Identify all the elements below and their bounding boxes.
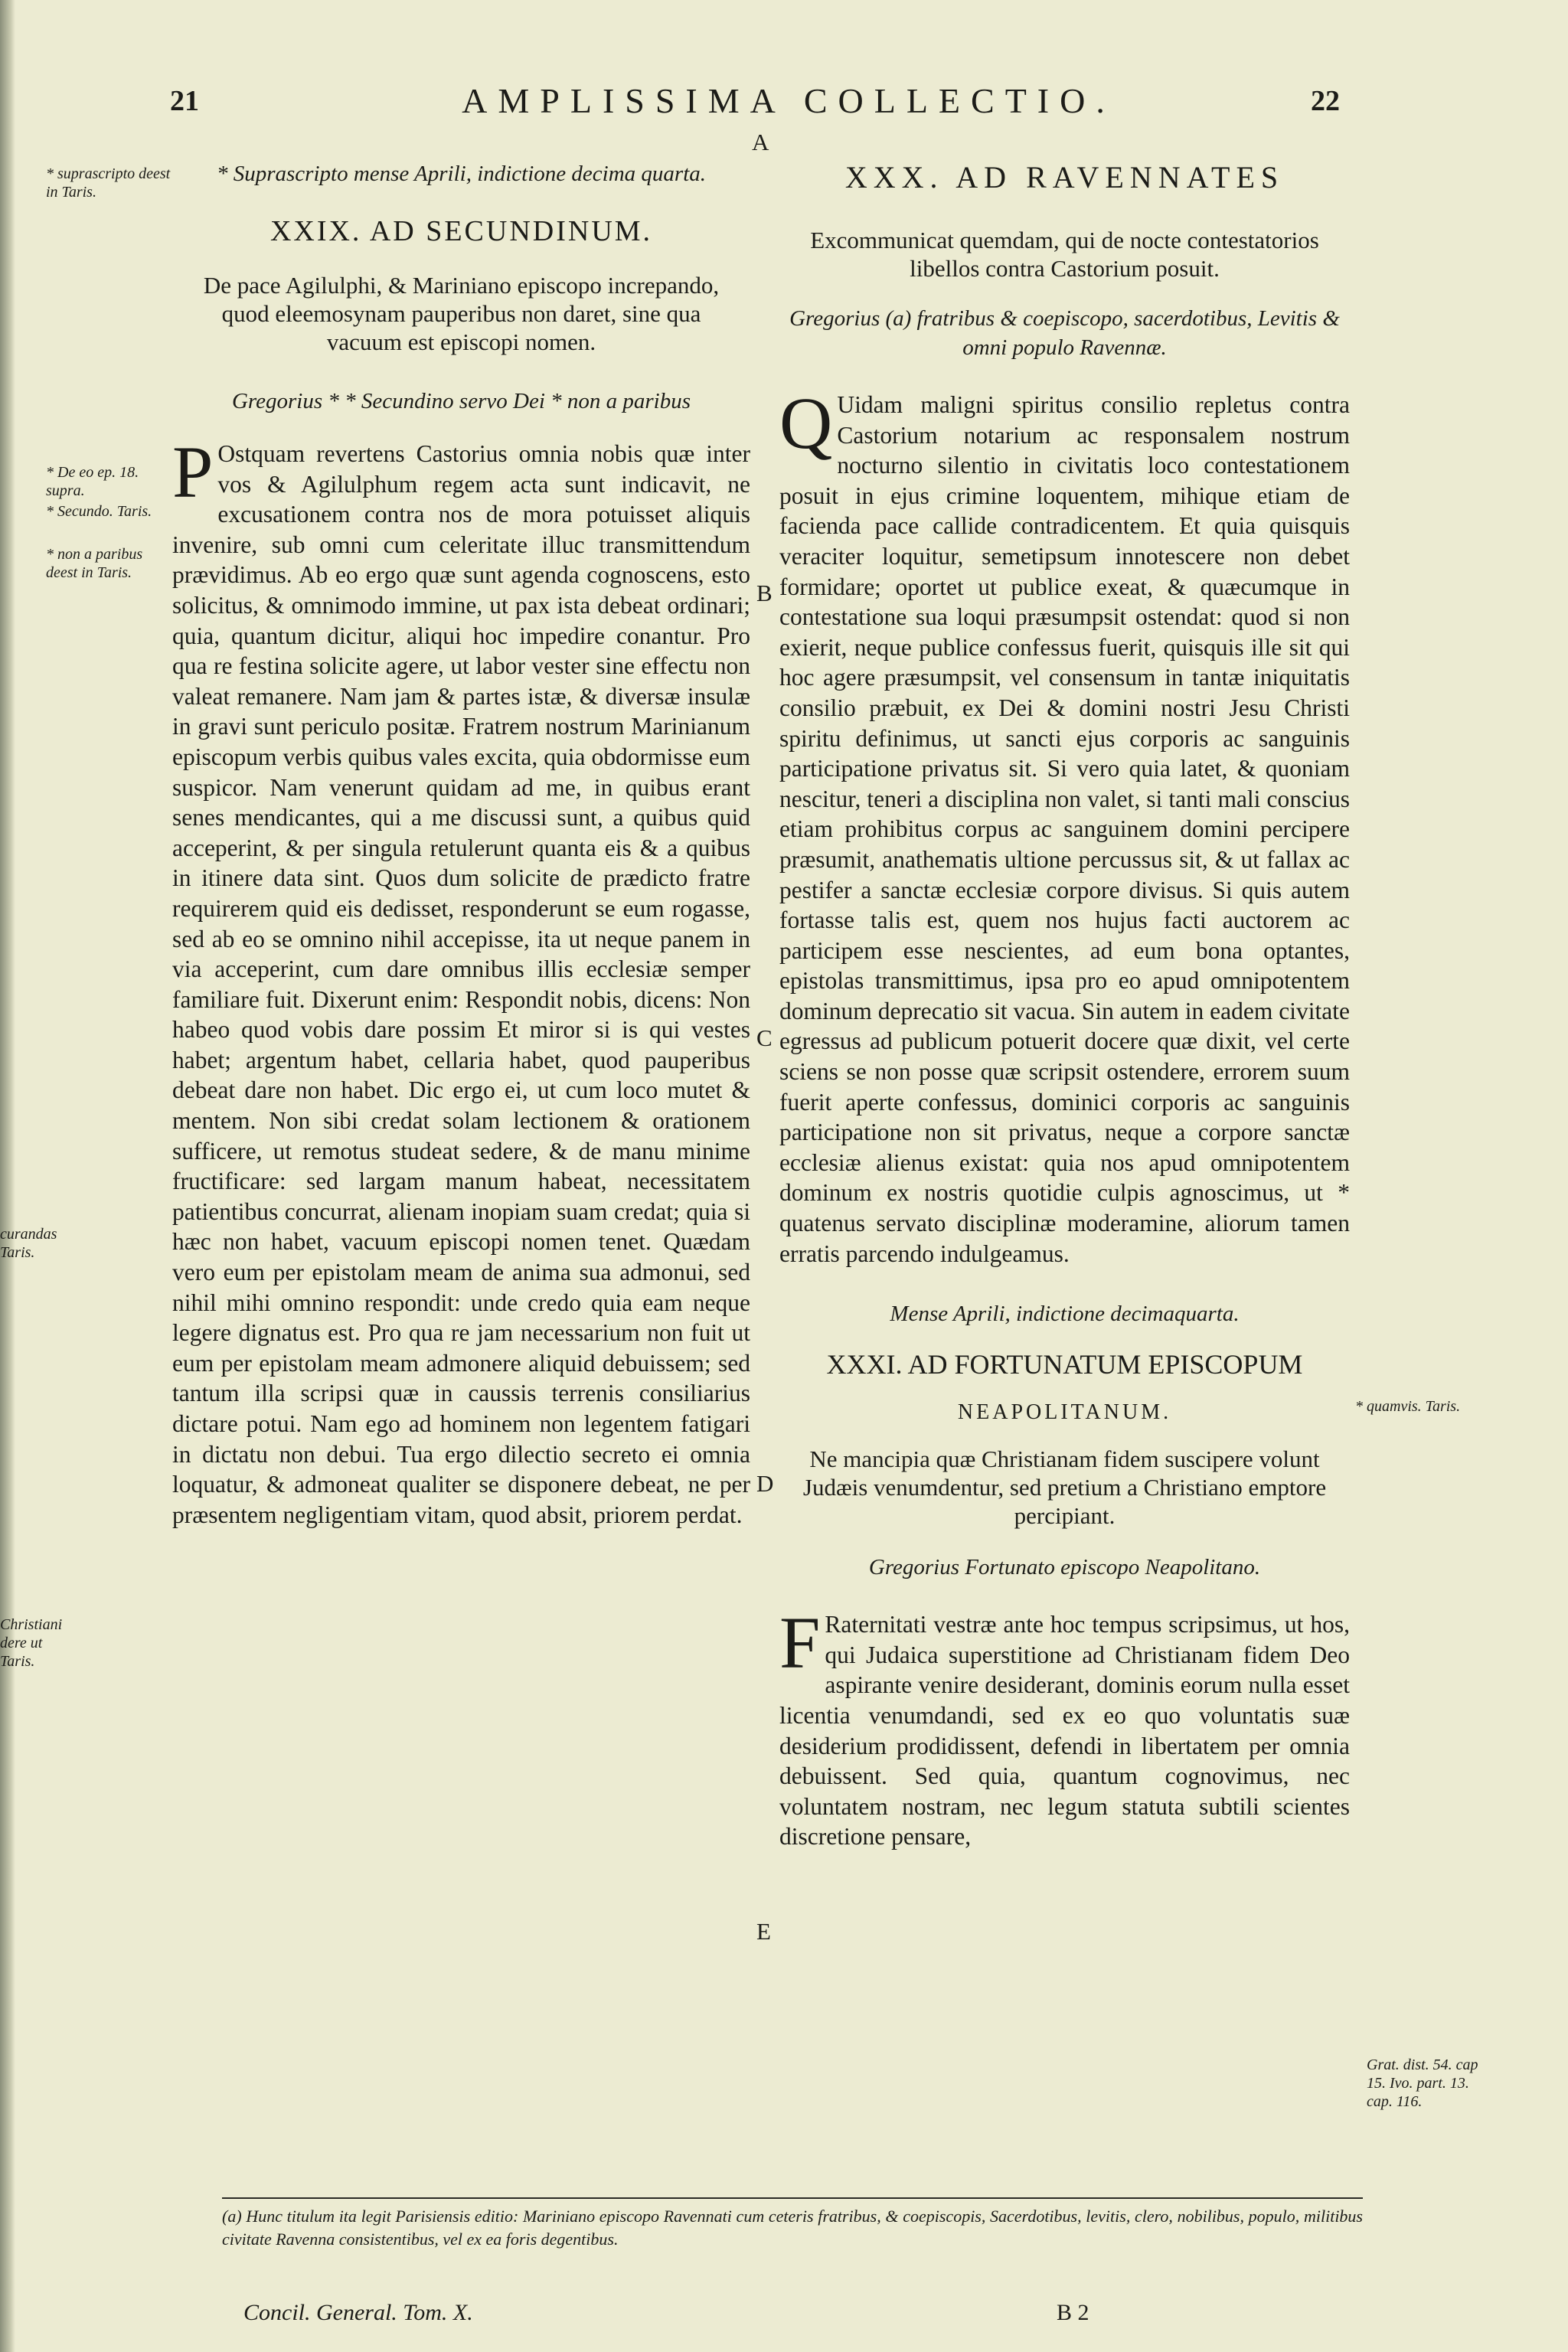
margin-note: Christiani dere ut Taris. [0, 1616, 63, 1670]
margin-note: * Secundo. Taris. [46, 503, 152, 520]
left-column [172, 159, 750, 1530]
page-number-left: 21 [170, 85, 199, 117]
dateline: Mense Aprili, indictione decimaquarta. [890, 1302, 1240, 1327]
drop-cap: Q [779, 382, 833, 464]
drop-cap: F [779, 1602, 821, 1684]
letter-title: XXXI. AD FORTUNATUM EPISCOPUM [826, 1349, 1303, 1380]
margin-note: * non a paribus deest in Taris. [46, 546, 143, 581]
salutation: Gregorius * * Secundino servo Dei * non a paribus [231, 389, 691, 413]
margin-note: * quamvis. Taris. [1355, 1398, 1461, 1415]
letter-summary: Ne mancipia quæ Christianam fidem suscipere volunt Judæis venumdentur, sed pretium a Christiano emptore percipiant. [802, 1446, 1327, 1530]
letter-summary: De pace Agilulphi, & Mariniano episcopo increpando, quod eleemosynam pauperibus non daret, sine qua vacuum est episcopi nomen. [203, 272, 720, 355]
letter-body [779, 382, 1350, 1269]
page-edge [0, 0, 15, 2352]
section-letter-d: D [756, 1470, 774, 1497]
right-column [779, 159, 1350, 1852]
body-text: Uidam maligni spiritus consilio repletus contra Castorium notarium ac responsalem nostrum nocturno silentio in civitatis loco contestationem posuit in ejus crimine loquentem, mihique etiam de facienda pace callide contradicentem. Et quia quisquis veraciter loquitur, semetipsum innotescere non debet formidare; oportet ut publice exeat, & quæcumque in contestatione sua loqui præsumpsit ostendat: quod si non exierit, neque publice confessus fuerit, quisquis ille sit qui hoc agere præsumpsit, vel consensum in tantæ iniquitatis consilio præbuit, ex Dei & domini nostri Jesu Christi spiritu definimus, ut sancti ejus corporis ac sanguinis participatione privatus sit. Si vero quia latet, & quoniam nescitur, teneri a disciplina non valet, si tanti mali conscius etiam prohibitus corpus ac sanguinem domini percipere præsumit, anathematis ultione percussus sit, & ut fallax ac pestifer a sanctæ ecclesiæ corpore divisus. Si quis autem fortasse talis est, quem nos hujus facti auctorem ac participem esse nescientes, ad eum bona optantes, epistolas transmittimus, ipsa pro eo apud omnipotentem dominum deprecatio sit vacua. Sin autem in eadem civitate egressus ad publicum potuerit docere quæ dixit, vel certe sciens se non posse quæ scripsit ostendere, errorem suum fuerit aperte confessus, dominici corporis ac sanguinis participatione non sit privatus, neque a corpore sanctæ ecclesiæ alienus existat: quia nos apud omnipotentem dominum ex nostris quotidie culpis agnoscimus, ut * quatenus servato disciplinæ moderamine, aliorum tamen erratis parcendo indulgeamus. [779, 391, 1350, 1267]
section-letter-e: E [756, 1918, 771, 1945]
margin-note: Grat. dist. 54. cap 15. Ivo. part. 13. cap. 116. [1367, 2056, 1478, 2110]
margin-note: curandas Taris. [0, 1226, 57, 1261]
letter-body [172, 431, 750, 1530]
dateline: * Suprascripto mense Aprili, indictione decima quarta. [216, 162, 707, 186]
footnote: (a) Hunc titulum ita legit Parisiensis editio: Mariniano episcopo Ravennati cum ceteris fratribus, & coepiscopis, Sacerdotibus, levitis, clero, nobilibus, populo, militibus civitate Ravenna consistentibus, vel ex ea foris degentibus. [222, 2207, 1363, 2249]
salutation: Gregorius Fortunato episcopo Neapolitano. [868, 1555, 1261, 1580]
body-text: Ostquam revertens Castorius omnia nobis quæ inter vos & Agilulphum regem acta sunt indicavit, ne excusationem contra nos de mora potuisset aliquis invenire, sub omni cum celeritate illuc transmittendum prævidimus. Ab eo ergo quæ sunt agenda cognoscens, esto solicitus, & omnimodo immine, ut pax ista debeat ordinari; quia, quantum dicitur, aliqui hoc impedire conantur. Pro qua re festina solicite agere, ut labor vester sine effectu non valeat remanere. Nam jam & partes istæ, & diversæ insulæ in gravi sunt periculo positæ. Fratrem nostrum Marinianum episcopum verbis quibus vales excita, quia obdormisse eum suspicor. Nam venerunt quidam ad me, in quibus erant senes mendicantes, qui a me discussi sunt, a quibus quid acceperint, & per singula retulerunt quanta eis & a quibus in itinere data sint. Quos dum solicite de prædicto fratre requirerem quid eis dedisset, responderunt se eum rogasse, sed ab eo se omnino nihil accepisse, ita ut neque panem in via acceperint, cum dare omnibus illis ecclesiæ semper familiare fuit. Dixerunt enim: Respondit nobis, dicens: Non habeo quod vobis dare possim Et miror si is qui vestes habet; argentum habet, cellaria habet, quod pauperibus debeat dare non habet. Dic ergo ei, ut cum loco mutet & mentem. Non sibi credat solam lectionem & orationem sufficere, ut remotus studeat sedere, & de manu minime fructificare: sed largam manum habeat, necessitatem patientibus concurrat, alienam inopiam suam credat; quia si hæc non habet, vacuum episcopi nomen tenet. Quædam vero eum per epistolam meam de anima sua admonui, sed nihil mihi omnino respondit: unde credo quia eam neque legere dignatus est. Pro qua re jam necessarium non fuit ut eum per epistolam meam admonere aliquid debuissem; sed tantum illa scripsi quæ in caussis terrenis consiliarius dictare potui. Nam ego ad hominem non legentem fatigari in dictatu non debui. Tua ergo dilectio secreto ei omnia loquatur, & admoneat qualiter se disponere debeat, ne per præsentem negligentiam vitam, quod absit, priorem perdat. [172, 440, 750, 1528]
page-number-right: 22 [1311, 85, 1340, 117]
letter-title: XXIX. AD SECUNDINUM. [270, 215, 653, 247]
volume-line: Concil. General. Tom. X. [243, 2300, 473, 2325]
letter-title: XXX. AD RAVENNATES [844, 160, 1285, 194]
section-letter-b: B [756, 580, 773, 606]
signature-mark: B 2 [1057, 2300, 1089, 2325]
letter-body [779, 1602, 1350, 1852]
running-title: AMPLISSIMA COLLECTIO. [462, 81, 1116, 120]
section-letter-c: C [756, 1024, 773, 1051]
letter-title-continued: NEAPOLITANUM. [957, 1400, 1172, 1425]
margin-note: * De eo ep. 18. supra. [46, 464, 139, 499]
margin-note: * suprascripto deest in Taris. [46, 165, 171, 201]
letter-summary: Excommunicat quemdam, qui de nocte contestatorios libellos contra Castorium posuit. [810, 227, 1319, 282]
footnote-rule [222, 2197, 1363, 2199]
drop-cap: P [172, 431, 214, 513]
section-letter-a: A [752, 129, 769, 155]
body-text: Raternitati vestræ ante hoc tempus scripsimus, ut hos, qui Judaica superstitione ad Christianam fidem Deo aspirante venire desiderant, dominis eorum nulla esset licentia venumdandi, sed ex eo quo voluntatis suæ desiderium prodidissent, defendi in libertatem per omnia debuissent. Sed quia, quantum cognovimus, nec voluntatem nostram, nec legum statuta subtili scientes discretione pensare, [779, 1611, 1350, 1851]
salutation: Gregorius (a) fratribus & coepiscopo, sacerdotibus, Levitis & omni populo Ravennæ. [789, 306, 1340, 360]
